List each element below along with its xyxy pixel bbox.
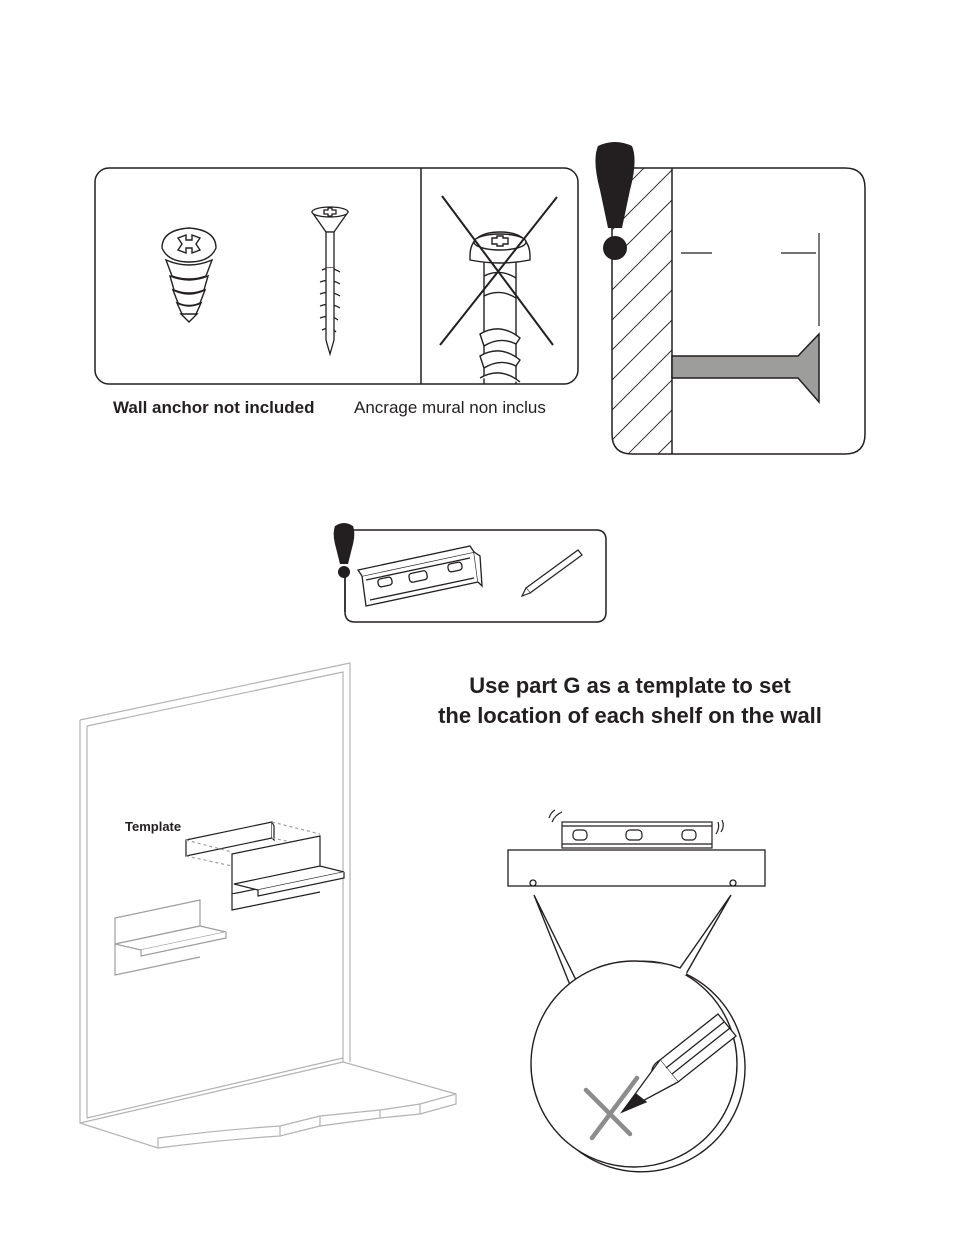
pencil-icon (522, 550, 582, 596)
mounted-shelf (115, 900, 226, 975)
spirit-level-icon (549, 810, 723, 848)
shelf-being-placed (232, 836, 344, 910)
warning-exclamation-icon (334, 523, 355, 578)
anchor-not-included-label-fr: Ancrage mural non inclus (354, 398, 546, 417)
template-label: Template (125, 819, 182, 834)
wood-screw-icon (312, 207, 348, 354)
warning-exclamation-icon (595, 142, 634, 260)
instruction-line-1: Use part G as a template to set (469, 673, 791, 698)
wall-illustration (80, 663, 456, 1148)
anchor-not-included-label-en: Wall anchor not included (113, 398, 315, 417)
template-board (508, 850, 765, 886)
spirit-level-icon (358, 546, 482, 606)
instruction-heading (400, 671, 860, 731)
wall-anchor-icon (162, 228, 216, 322)
wall-section-panel (612, 140, 865, 500)
zoom-callout (531, 895, 745, 1172)
crossed-out-screw-icon (440, 196, 557, 384)
bracket-cross-section (672, 334, 819, 402)
instruction-line-2: the location of each shelf on the wall (438, 703, 822, 728)
